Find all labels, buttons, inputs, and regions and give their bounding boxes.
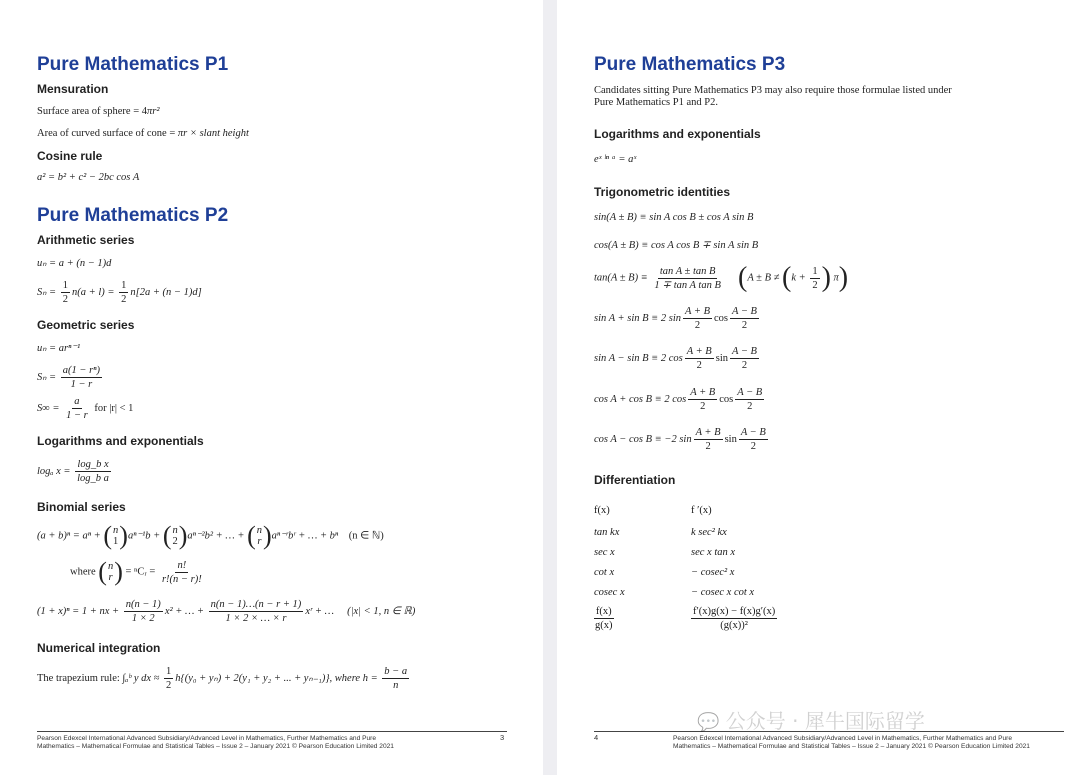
diff-row-fprime: − cosec x cot x [691,587,755,598]
binomial-expansion: (a + b)ⁿ = aⁿ + ( n 1 ) aⁿ⁻¹b + ( n 2 ) aⁿ⁻²b² + … + ( n r ) aⁿ⁻ʳbʳ + … + bⁿ (n ∈ ℕ) [37,521,384,550]
log-change-base: logₐ x = $\frac{\text{log\_b x}}{\text{log\_b a}}$ [37,459,109,484]
diff-row-fprime: k sec² kx [691,527,727,538]
cosine-heading: Cosine rule [37,149,103,163]
footer-text: Pearson Edexcel International Advanced Subsidiary/Advanced Level in Mathematics, Further Mathematics and Pure Mathematics – Mathematical Formulae and Statistical Tables – Issue 2 – January 2021 © Pearson Education Limited 2021 [673,735,1030,750]
diff-col-fprime: f ′(x) [691,505,712,516]
p3-title: Pure Mathematics P3 [594,54,786,75]
p1-title: Pure Mathematics P1 [37,54,229,75]
numerical-heading: Numerical integration [37,641,161,655]
mensuration-heading: Mensuration [37,82,109,96]
diff-col-f: f(x) [594,505,610,516]
exp-identity: eˣ ˡⁿ ᵃ = aˣ [594,154,637,165]
general-binomial: (1 + x)ⁿ = 1 + nx + $\frac{n(n - 1)}{1 \times 2}$ x² + … + $\frac{n(n - 1)\dots(n - r + 1)}{1 \times 2 \times \dots \times r}$ xʳ + … (|x| < 1, n ∈ ℝ) [37,599,416,624]
p2-title: Pure Mathematics P2 [37,205,229,226]
chat-icon: 💬 [697,712,720,733]
diff-row-f: tan kx [594,527,620,538]
binomial-coefficient: where ( n r ) = ⁿCᵣ = $\frac{n!}{r!(n - r)!}$ [70,557,202,586]
geometric-sinf: S∞ = $\frac{a}{1 - r}$ for |r| < 1 [37,396,134,421]
diff-quotient-fprime: $\frac{f'(x)g(x) - f(x)g'(x)}{\text{(g(x))²}}$ [693,606,776,631]
sum-to-product-4: cos A − cos B ≡ −2 sin $\frac{A + B}{2}$ sin $\frac{A - B}{2}$ [594,427,766,452]
trapezium-rule: The trapezium rule: ∫ₐᵇ y dx ≈ $\frac{1}{2}$ h{(y₀ + yₙ) + 2(y₁ + y₂ + ... + yₙ₋₁)}, where h = $\frac{b - a}{n}$ [37,666,408,691]
geometric-sn: Sₙ = $\frac{\text{a(1 − rⁿ)}}{1 - r}$ [37,365,101,390]
arithmetic-heading: Arithmetic series [37,233,135,247]
diff-row-f: cot x [594,567,615,578]
footer-text: Pearson Edexcel International Advanced Subsidiary/Advanced Level in Mathematics, Further Mathematics and Pure Mathematics – Mathematical Formulae and Statistical Tables – Issue 2 – January 2021 © Pearson Education Limited 2021 [37,735,394,750]
diff-row-f: cosec x [594,587,625,598]
cone-formula: Area of curved surface of cone = πr × slant height [37,128,249,139]
sum-to-product-1: sin A + sin B ≡ 2 sin $\frac{A + B}{2}$ cos $\frac{A - B}{2}$ [594,306,757,331]
differentiation-heading: Differentiation [594,473,676,487]
binomial-heading: Binomial series [37,500,126,514]
trig-tan: tan(A ± B) ≡ $\frac{\text{tan A ± tan B}}{\text{1 ∓ tan A tan B}}$ (A ± B ≠ (k + $\frac{1}{2}$ ) π) [594,262,849,293]
geometric-heading: Geometric series [37,318,135,332]
cosine-formula: a² = b² + c² − 2bc cos A [37,172,140,183]
trig-heading: Trigonometric identities [594,185,731,199]
watermark: 💬 公众号 · 犀牛国际留学 [697,709,925,733]
diff-quotient-f: $\frac{f(x)}{g(x)}$ [595,606,613,631]
arithmetic-un: uₙ = a + (n − 1)d [37,258,112,269]
logs-heading: Logarithms and exponentials [594,127,761,141]
page-number: 4 [594,733,599,742]
page-gap [543,0,557,775]
diff-row-f: sec x [594,547,615,558]
trig-cos: cos(A ± B) ≡ cos A cos B ∓ sin A sin B [594,240,759,251]
arithmetic-sn: Sₙ = $\frac{1}{2}$ n(a + l) = $\frac{1}{2}$ n[2a + (n − 1)d] [37,280,202,305]
sum-to-product-3: cos A + cos B ≡ 2 cos $\frac{A + B}{2}$ cos $\frac{A - B}{2}$ [594,387,763,412]
sphere-formula: Surface area of sphere = 4πr² [37,106,160,117]
diff-row-fprime: − cosec² x [691,567,735,578]
trig-sin: sin(A ± B) ≡ sin A cos B ± cos A sin B [594,212,754,223]
sum-to-product-2: sin A − sin B ≡ 2 cos $\frac{A + B}{2}$ sin $\frac{A - B}{2}$ [594,346,757,371]
footer-rule [37,731,507,732]
intro-text: Candidates sitting Pure Mathematics P3 may also require those formulae listed under Pure Mathematics P1 and P2. [594,85,952,108]
page-number: 3 [500,733,505,742]
geometric-un: uₙ = arⁿ⁻¹ [37,343,81,354]
diff-row-fprime: sec x tan x [691,547,736,558]
page-4 [557,0,1080,775]
logs-heading: Logarithms and exponentials [37,434,204,448]
